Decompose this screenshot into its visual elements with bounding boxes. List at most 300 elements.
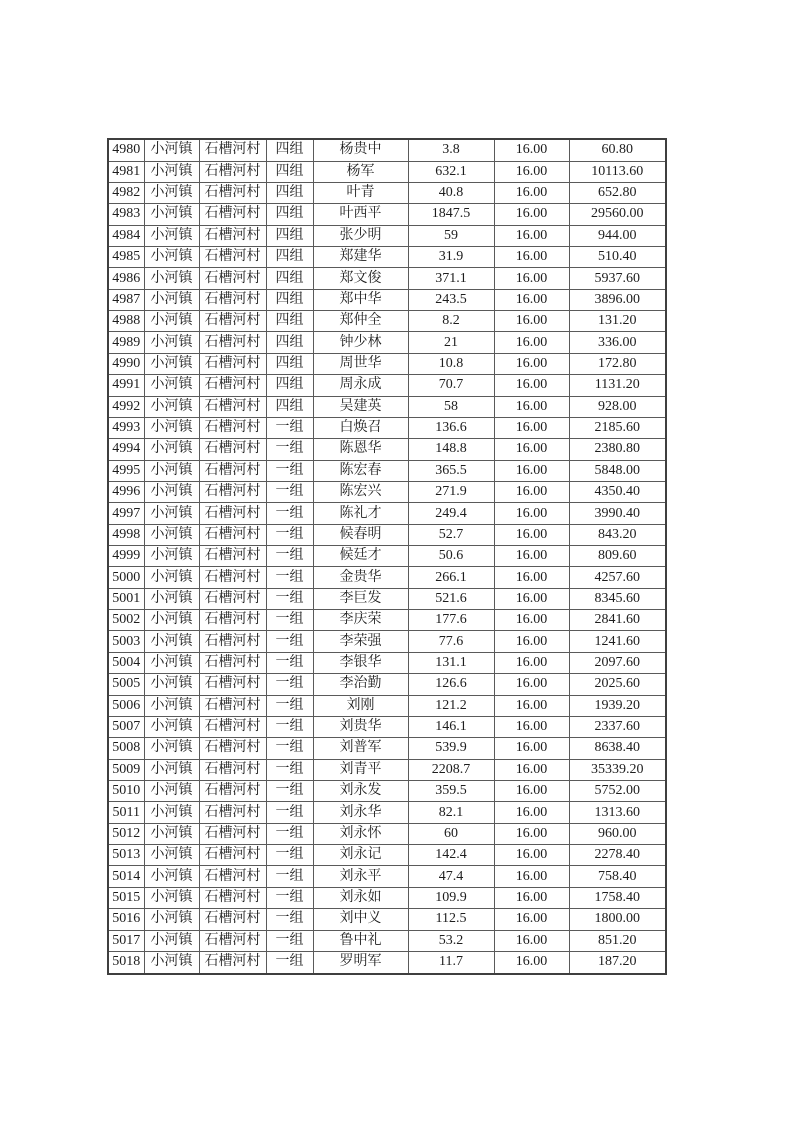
cell-village: 石槽河村 [199,375,266,396]
cell-name: 郑中华 [313,289,408,310]
table-row [108,802,666,823]
cell-group: 一组 [266,460,313,481]
cell-village: 石槽河村 [199,332,266,353]
cell-town: 小河镇 [144,439,199,460]
cell-name: 郑文俊 [313,268,408,289]
cell-group: 一组 [266,417,313,438]
cell-area: 243.5 [408,289,494,310]
cell-amount: 172.80 [569,353,666,374]
cell-unit-price: 16.00 [494,503,569,524]
cell-name: 郑建华 [313,247,408,268]
cell-village: 石槽河村 [199,823,266,844]
cell-town: 小河镇 [144,610,199,631]
cell-amount: 35339.20 [569,759,666,780]
table-row [108,417,666,438]
cell-name: 罗明军 [313,951,408,974]
cell-group: 四组 [266,311,313,332]
table-row [108,759,666,780]
cell-group: 一组 [266,652,313,673]
cell-serial: 4980 [108,139,144,161]
cell-unit-price: 16.00 [494,887,569,908]
cell-area: 21 [408,332,494,353]
cell-unit-price: 16.00 [494,289,569,310]
cell-name: 李巨发 [313,588,408,609]
cell-village: 石槽河村 [199,588,266,609]
cell-amount: 809.60 [569,546,666,567]
cell-town: 小河镇 [144,503,199,524]
cell-name: 叶青 [313,182,408,203]
cell-name: 候春明 [313,524,408,545]
cell-town: 小河镇 [144,823,199,844]
table-row [108,439,666,460]
cell-unit-price: 16.00 [494,610,569,631]
table-row [108,652,666,673]
cell-group: 一组 [266,481,313,502]
cell-village: 石槽河村 [199,204,266,225]
cell-area: 1847.5 [408,204,494,225]
cell-group: 一组 [266,524,313,545]
cell-group: 一组 [266,845,313,866]
cell-name: 李荣强 [313,631,408,652]
cell-area: 60 [408,823,494,844]
cell-amount: 2841.60 [569,610,666,631]
cell-unit-price: 16.00 [494,417,569,438]
table-row [108,567,666,588]
cell-amount: 1313.60 [569,802,666,823]
cell-area: 2208.7 [408,759,494,780]
cell-unit-price: 16.00 [494,695,569,716]
cell-amount: 2278.40 [569,845,666,866]
cell-serial: 4986 [108,268,144,289]
cell-serial: 4996 [108,481,144,502]
cell-group: 一组 [266,716,313,737]
cell-town: 小河镇 [144,311,199,332]
cell-serial: 4983 [108,204,144,225]
cell-unit-price: 16.00 [494,823,569,844]
cell-name: 白焕召 [313,417,408,438]
cell-amount: 4350.40 [569,481,666,502]
cell-name: 刘永怀 [313,823,408,844]
cell-amount: 187.20 [569,951,666,974]
cell-unit-price: 16.00 [494,139,569,161]
cell-serial: 5011 [108,802,144,823]
cell-unit-price: 16.00 [494,225,569,246]
table-row [108,610,666,631]
table-row [108,674,666,695]
cell-unit-price: 16.00 [494,909,569,930]
table-row [108,930,666,951]
cell-town: 小河镇 [144,524,199,545]
cell-town: 小河镇 [144,567,199,588]
cell-group: 四组 [266,161,313,182]
cell-town: 小河镇 [144,289,199,310]
cell-area: 52.7 [408,524,494,545]
cell-group: 一组 [266,610,313,631]
cell-serial: 5003 [108,631,144,652]
cell-area: 11.7 [408,951,494,974]
cell-town: 小河镇 [144,716,199,737]
cell-serial: 5007 [108,716,144,737]
cell-area: 126.6 [408,674,494,695]
cell-name: 鲁中礼 [313,930,408,951]
cell-name: 候廷才 [313,546,408,567]
cell-village: 石槽河村 [199,610,266,631]
cell-amount: 2337.60 [569,716,666,737]
cell-unit-price: 16.00 [494,161,569,182]
cell-name: 刘青平 [313,759,408,780]
table-row [108,503,666,524]
cell-amount: 1131.20 [569,375,666,396]
cell-area: 148.8 [408,439,494,460]
cell-town: 小河镇 [144,460,199,481]
cell-group: 一组 [266,909,313,930]
cell-area: 142.4 [408,845,494,866]
cell-area: 146.1 [408,716,494,737]
cell-group: 一组 [266,631,313,652]
cell-group: 四组 [266,225,313,246]
cell-village: 石槽河村 [199,225,266,246]
table-row [108,588,666,609]
cell-serial: 4995 [108,460,144,481]
table-body [108,139,666,974]
cell-unit-price: 16.00 [494,716,569,737]
cell-serial: 4991 [108,375,144,396]
cell-area: 109.9 [408,887,494,908]
cell-village: 石槽河村 [199,866,266,887]
cell-amount: 843.20 [569,524,666,545]
cell-town: 小河镇 [144,182,199,203]
cell-unit-price: 16.00 [494,588,569,609]
cell-name: 李银华 [313,652,408,673]
cell-area: 59 [408,225,494,246]
cell-unit-price: 16.00 [494,311,569,332]
cell-unit-price: 16.00 [494,845,569,866]
cell-village: 石槽河村 [199,845,266,866]
cell-group: 一组 [266,823,313,844]
cell-group: 一组 [266,759,313,780]
cell-amount: 10113.60 [569,161,666,182]
cell-name: 杨贵中 [313,139,408,161]
cell-unit-price: 16.00 [494,204,569,225]
cell-name: 陈恩华 [313,439,408,460]
cell-village: 石槽河村 [199,930,266,951]
cell-town: 小河镇 [144,802,199,823]
cell-area: 121.2 [408,695,494,716]
cell-serial: 5016 [108,909,144,930]
table-row [108,161,666,182]
cell-area: 112.5 [408,909,494,930]
table-row [108,353,666,374]
cell-town: 小河镇 [144,204,199,225]
cell-town: 小河镇 [144,332,199,353]
cell-town: 小河镇 [144,588,199,609]
cell-village: 石槽河村 [199,311,266,332]
cell-group: 四组 [266,332,313,353]
cell-village: 石槽河村 [199,268,266,289]
cell-area: 82.1 [408,802,494,823]
cell-village: 石槽河村 [199,396,266,417]
cell-name: 叶西平 [313,204,408,225]
cell-unit-price: 16.00 [494,439,569,460]
cell-serial: 4988 [108,311,144,332]
table-row [108,375,666,396]
cell-town: 小河镇 [144,353,199,374]
cell-group: 四组 [266,268,313,289]
cell-unit-price: 16.00 [494,866,569,887]
cell-area: 50.6 [408,546,494,567]
cell-area: 177.6 [408,610,494,631]
cell-town: 小河镇 [144,546,199,567]
cell-name: 郑仲全 [313,311,408,332]
cell-group: 一组 [266,695,313,716]
cell-serial: 4987 [108,289,144,310]
cell-serial: 4990 [108,353,144,374]
cell-town: 小河镇 [144,268,199,289]
cell-name: 刘永华 [313,802,408,823]
cell-amount: 510.40 [569,247,666,268]
cell-town: 小河镇 [144,951,199,974]
cell-group: 四组 [266,247,313,268]
cell-name: 刘中义 [313,909,408,930]
cell-amount: 2025.60 [569,674,666,695]
cell-unit-price: 16.00 [494,631,569,652]
cell-amount: 29560.00 [569,204,666,225]
cell-serial: 5013 [108,845,144,866]
cell-unit-price: 16.00 [494,481,569,502]
cell-group: 一组 [266,951,313,974]
cell-amount: 336.00 [569,332,666,353]
cell-village: 石槽河村 [199,631,266,652]
cell-area: 371.1 [408,268,494,289]
cell-serial: 5002 [108,610,144,631]
cell-area: 632.1 [408,161,494,182]
cell-town: 小河镇 [144,396,199,417]
cell-unit-price: 16.00 [494,375,569,396]
cell-town: 小河镇 [144,909,199,930]
cell-group: 四组 [266,204,313,225]
table-row [108,268,666,289]
table-row [108,695,666,716]
cell-serial: 4999 [108,546,144,567]
cell-town: 小河镇 [144,225,199,246]
table-row [108,631,666,652]
cell-town: 小河镇 [144,247,199,268]
compensation-table [107,138,667,975]
cell-town: 小河镇 [144,417,199,438]
cell-name: 刘永记 [313,845,408,866]
cell-group: 四组 [266,396,313,417]
table-row [108,845,666,866]
cell-unit-price: 16.00 [494,332,569,353]
cell-village: 石槽河村 [199,951,266,974]
cell-group: 一组 [266,439,313,460]
cell-unit-price: 16.00 [494,268,569,289]
cell-village: 石槽河村 [199,161,266,182]
cell-group: 一组 [266,674,313,695]
table-row [108,524,666,545]
cell-serial: 5009 [108,759,144,780]
cell-village: 石槽河村 [199,909,266,930]
cell-serial: 5004 [108,652,144,673]
cell-village: 石槽河村 [199,802,266,823]
cell-amount: 131.20 [569,311,666,332]
cell-area: 249.4 [408,503,494,524]
table-row [108,481,666,502]
table-row [108,716,666,737]
cell-group: 一组 [266,866,313,887]
cell-village: 石槽河村 [199,247,266,268]
cell-unit-price: 16.00 [494,930,569,951]
table-row [108,396,666,417]
cell-village: 石槽河村 [199,139,266,161]
cell-group: 一组 [266,567,313,588]
cell-unit-price: 16.00 [494,738,569,759]
cell-unit-price: 16.00 [494,396,569,417]
cell-area: 47.4 [408,866,494,887]
cell-name: 钟少林 [313,332,408,353]
cell-area: 70.7 [408,375,494,396]
cell-serial: 4992 [108,396,144,417]
cell-amount: 3990.40 [569,503,666,524]
cell-area: 271.9 [408,481,494,502]
cell-town: 小河镇 [144,161,199,182]
cell-serial: 4984 [108,225,144,246]
cell-village: 石槽河村 [199,546,266,567]
cell-serial: 5014 [108,866,144,887]
cell-name: 周世华 [313,353,408,374]
cell-group: 一组 [266,802,313,823]
cell-name: 金贵华 [313,567,408,588]
cell-area: 136.6 [408,417,494,438]
cell-town: 小河镇 [144,930,199,951]
cell-serial: 4989 [108,332,144,353]
cell-village: 石槽河村 [199,695,266,716]
cell-area: 539.9 [408,738,494,759]
cell-amount: 944.00 [569,225,666,246]
cell-village: 石槽河村 [199,481,266,502]
cell-amount: 1939.20 [569,695,666,716]
cell-serial: 4985 [108,247,144,268]
cell-name: 刘永发 [313,781,408,802]
cell-town: 小河镇 [144,845,199,866]
cell-unit-price: 16.00 [494,781,569,802]
cell-name: 陈礼才 [313,503,408,524]
cell-village: 石槽河村 [199,887,266,908]
cell-village: 石槽河村 [199,674,266,695]
cell-area: 359.5 [408,781,494,802]
cell-group: 四组 [266,375,313,396]
cell-amount: 5848.00 [569,460,666,481]
cell-serial: 4982 [108,182,144,203]
cell-amount: 5937.60 [569,268,666,289]
cell-town: 小河镇 [144,695,199,716]
cell-village: 石槽河村 [199,567,266,588]
cell-town: 小河镇 [144,866,199,887]
cell-unit-price: 16.00 [494,524,569,545]
table-row [108,546,666,567]
cell-group: 一组 [266,588,313,609]
cell-amount: 60.80 [569,139,666,161]
cell-serial: 5001 [108,588,144,609]
cell-name: 吴建英 [313,396,408,417]
cell-unit-price: 16.00 [494,802,569,823]
cell-unit-price: 16.00 [494,652,569,673]
cell-serial: 5018 [108,951,144,974]
table-row [108,225,666,246]
cell-town: 小河镇 [144,139,199,161]
table-row [108,951,666,974]
cell-area: 77.6 [408,631,494,652]
cell-village: 石槽河村 [199,182,266,203]
cell-name: 刘普军 [313,738,408,759]
cell-amount: 5752.00 [569,781,666,802]
cell-name: 杨军 [313,161,408,182]
cell-unit-price: 16.00 [494,546,569,567]
cell-group: 一组 [266,503,313,524]
cell-serial: 4998 [108,524,144,545]
cell-name: 刘永如 [313,887,408,908]
table-row [108,332,666,353]
cell-amount: 1758.40 [569,887,666,908]
cell-unit-price: 16.00 [494,674,569,695]
cell-unit-price: 16.00 [494,182,569,203]
cell-area: 8.2 [408,311,494,332]
cell-amount: 851.20 [569,930,666,951]
cell-area: 31.9 [408,247,494,268]
cell-serial: 4981 [108,161,144,182]
cell-town: 小河镇 [144,652,199,673]
table-row [108,247,666,268]
cell-town: 小河镇 [144,738,199,759]
cell-village: 石槽河村 [199,460,266,481]
table-row [108,460,666,481]
cell-unit-price: 16.00 [494,460,569,481]
cell-serial: 5010 [108,781,144,802]
cell-amount: 2380.80 [569,439,666,460]
cell-group: 一组 [266,887,313,908]
table-row [108,887,666,908]
cell-amount: 1241.60 [569,631,666,652]
cell-town: 小河镇 [144,481,199,502]
cell-serial: 4993 [108,417,144,438]
cell-amount: 2185.60 [569,417,666,438]
cell-serial: 5006 [108,695,144,716]
table-row [108,909,666,930]
cell-serial: 4994 [108,439,144,460]
cell-area: 266.1 [408,567,494,588]
cell-group: 四组 [266,139,313,161]
cell-area: 365.5 [408,460,494,481]
table-row [108,823,666,844]
cell-village: 石槽河村 [199,289,266,310]
cell-group: 一组 [266,738,313,759]
cell-area: 53.2 [408,930,494,951]
cell-town: 小河镇 [144,631,199,652]
cell-village: 石槽河村 [199,353,266,374]
table-row [108,866,666,887]
cell-village: 石槽河村 [199,503,266,524]
cell-group: 四组 [266,182,313,203]
cell-amount: 758.40 [569,866,666,887]
table-row [108,139,666,161]
cell-name: 李治勤 [313,674,408,695]
cell-group: 一组 [266,546,313,567]
cell-village: 石槽河村 [199,759,266,780]
cell-group: 一组 [266,781,313,802]
cell-village: 石槽河村 [199,781,266,802]
table-row [108,781,666,802]
cell-town: 小河镇 [144,781,199,802]
